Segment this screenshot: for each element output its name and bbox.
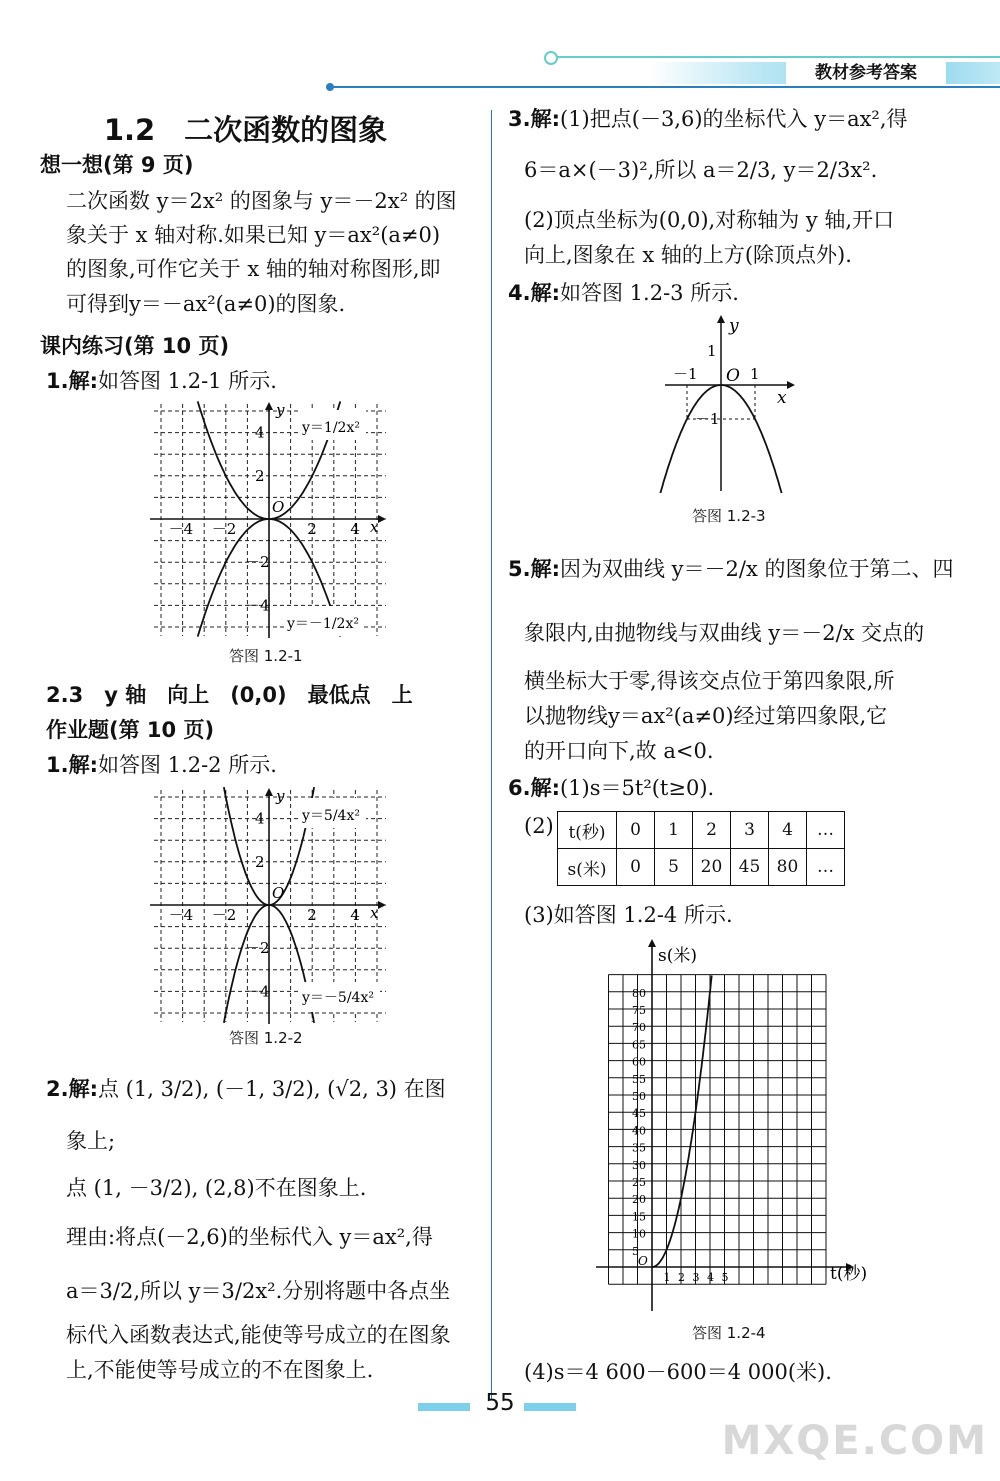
x-axis-arrow-icon [787,381,795,389]
figure-caption: 答图 1.2-3 [692,507,766,525]
figure-1-2-3 [655,313,805,493]
answer-text: 如答图 1.2-3 所示. [560,281,739,305]
table-cell: 5 [655,849,693,886]
y-tick-label: －1 [695,410,720,428]
table-cell: 1 [655,812,693,849]
x-tick-label: －2 [211,906,237,924]
homework-heading: 作业题(第 10 页) [46,718,215,742]
answer-line: 6＝a×(－3)²,所以 a＝2/3, y＝2/3x². [524,158,878,182]
column-divider [491,110,492,1400]
y-tick-label: 10 [632,1227,646,1241]
figure-1-2-1 [150,400,388,638]
x-tick-label: －4 [168,906,194,924]
y-tick-label: 50 [632,1090,646,1103]
y-tick-label: 4 [255,423,265,442]
y-tick-label: 75 [632,1004,646,1017]
x-axis-label: x [370,518,379,536]
answer-line: 向上,图象在 x 轴的上方(除顶点外). [524,243,852,267]
table-cell: 80 [769,849,807,886]
x-axis-label: x [370,904,379,922]
think-line: 可得到y＝－ax²(a≠0)的图象. [66,292,346,316]
table-prefix: (2) [524,814,554,838]
answer-line: (2)顶点坐标为(0,0),对称轴为 y 轴,开口 [524,208,895,232]
x-tick-label: 4 [350,906,360,924]
answer-line: 因为双曲线 y＝－2/x 的图象位于第二、四 [560,557,954,581]
y-tick-label: 15 [632,1210,646,1224]
curve-label-bottom: y＝－5/4x² [302,990,374,1006]
table-cell: 0 [617,812,655,849]
answer-line: (1)把点(－3,6)的坐标代入 y＝ax²,得 [560,107,908,131]
y-tick-label: 65 [632,1038,646,1052]
x-tick-label: 4 [350,520,360,538]
answer-line: 点 (1, 3/2), (－1, 3/2), (√2, 3) 在图 [98,1077,446,1101]
y-tick-label: 70 [632,1021,646,1035]
answer-line: 以抛物线y＝ax²(a≠0)经过第四象限,它 [524,704,888,728]
table-row [558,849,845,886]
y-tick-label: 2 [255,852,265,871]
x-tick-label: 1 [663,1271,671,1284]
watermark: MXQE.COM [721,1418,988,1464]
x-tick-label: 5 [721,1271,729,1284]
table-cell: 4 [769,812,807,849]
table-cell: … [807,849,845,886]
curve-label-top: y＝5/4x² [302,808,360,824]
y-tick-label: 60 [632,1055,646,1069]
x-axis-arrow-icon [378,901,386,909]
answer-line: 点 (1, －3/2), (2,8)不在图象上. [66,1176,367,1200]
table-cell: s(米) [558,849,617,886]
curve-label-top: y＝1/2x² [302,420,360,436]
y-tick-label: －2 [245,553,270,572]
origin-label: O [638,1254,648,1268]
curve-label-bottom: y＝－1/2x² [287,616,359,632]
x-tick-label: －4 [168,520,194,538]
answer-label: 1.解: [46,753,98,777]
answer-line: 象限内,由抛物线与双曲线 y＝－2/x 交点的 [524,621,925,645]
think-line: 象关于 x 轴对称.如果已知 y＝ax²(a≠0) [66,223,441,247]
y-tick-label: 25 [632,1176,646,1189]
answer-label: 4.解: [508,281,560,305]
figure-1-2-4 [590,935,890,1315]
answer-label: 5.解: [508,557,560,581]
origin-label: O [272,884,285,902]
table-row [558,812,845,849]
y-axis-arrow-icon [265,788,273,796]
y-tick-label: 35 [632,1141,646,1155]
class-practice-heading: 课内练习(第 10 页) [40,334,230,358]
x-axis-label: x [777,388,787,408]
y-axis-label: y [276,787,285,805]
think-line: 的图象,可作它关于 x 轴的轴对称图形,即 [66,257,441,281]
y-axis-arrow-icon [265,402,273,410]
y-tick-label: 4 [255,809,265,828]
origin-label: O [726,366,740,386]
x-axis-arrow-icon [378,515,386,523]
x-tick-label: －1 [673,365,698,383]
y-axis-label: y [729,316,739,336]
y-tick-label: －4 [245,596,270,615]
x-tick-label: 3 [692,1271,700,1284]
answer-label: 2.解: [46,1077,98,1101]
figure-caption: 答图 1.2-1 [229,647,303,665]
table-cell: 20 [693,849,731,886]
answer-line: 横坐标大于零,得该交点位于第四象限,所 [524,669,895,693]
think-line: 二次函数 y＝2x² 的图象与 y＝－2x² 的图 [66,189,457,213]
y-tick-label: 5 [632,1244,639,1258]
y-tick-label: 80 [632,986,646,1000]
figure-caption: 答图 1.2-2 [229,1029,303,1047]
y-tick-label: 45 [632,1107,646,1121]
answer-label: 3.解: [508,107,560,131]
y-tick-label: －4 [245,982,270,1001]
answer-label: 6.解: [508,776,560,800]
x-tick-label: 2 [678,1271,685,1284]
y-tick-label: －2 [245,939,270,958]
answer-label: 1.解: [46,369,98,393]
table-cell: 0 [617,849,655,886]
y-tick-label: 20 [632,1193,646,1207]
y-tick-label: 1 [707,342,717,360]
table-cell: 3 [731,812,769,849]
answer-line: (4)s＝4 600－600＝4 000(米). [524,1360,832,1384]
header-dot [326,83,334,91]
header-circle-ornament [544,51,558,65]
think-heading: 想一想(第 9 页) [40,153,194,177]
y-tick-label: 40 [632,1124,646,1138]
answer-line: 的开口向下,故 a<0. [524,739,714,763]
table-cell: 2 [693,812,731,849]
origin-label: O [272,498,285,516]
header-label: 教材参考答案 [786,61,946,85]
page-number: 55 [485,1390,515,1416]
value-table [557,811,845,886]
answer-line: 理由:将点(－2,6)的坐标代入 y＝ax²,得 [66,1225,433,1249]
figure-caption: 答图 1.2-4 [692,1324,766,1342]
answer-line: 标代入函数表达式,能使等号成立的在图象 [66,1323,451,1347]
y-tick-label: 30 [632,1158,646,1172]
answer-line: 象上; [66,1129,116,1153]
section-title: 1.2 二次函数的图象 [103,113,388,147]
figure-1-2-2 [150,786,388,1024]
x-tick-label: 4 [707,1271,714,1284]
x-axis-label: t(秒) [830,1264,868,1284]
parabola [655,385,794,493]
x-tick-label: 1 [750,365,760,383]
y-tick-label: 55 [632,1072,646,1086]
table-cell: … [807,812,845,849]
y-axis-label: y [276,401,285,419]
table-cell: 45 [731,849,769,886]
answer-2: 2.3 y 轴 向上 (0,0) 最低点 上 [46,683,413,707]
header-rule [330,86,1000,88]
answer-line: a＝3/2,所以 y＝3/2x².分别将题中各点坐 [66,1279,451,1303]
answer-line: (3)如答图 1.2-4 所示. [524,903,733,927]
x-tick-label: －2 [211,520,237,538]
answer-text: (1)s＝5t²(t≥0). [560,776,715,800]
y-tick-label: 2 [255,466,265,485]
parabola [652,976,712,1267]
table-cell: t(秒) [558,812,617,849]
answer-text: 如答图 1.2-2 所示. [98,753,277,777]
y-axis-arrow-icon [717,315,725,323]
answer-text: 如答图 1.2-1 所示. [98,369,277,393]
answer-line: 上,不能使等号成立的不在图象上. [66,1358,374,1382]
header-rule-top [550,56,1000,58]
y-axis-arrow-icon [648,939,656,947]
x-tick-label: 2 [307,906,317,924]
x-tick-label: 2 [307,520,317,538]
y-axis-label: s(米) [658,946,697,966]
